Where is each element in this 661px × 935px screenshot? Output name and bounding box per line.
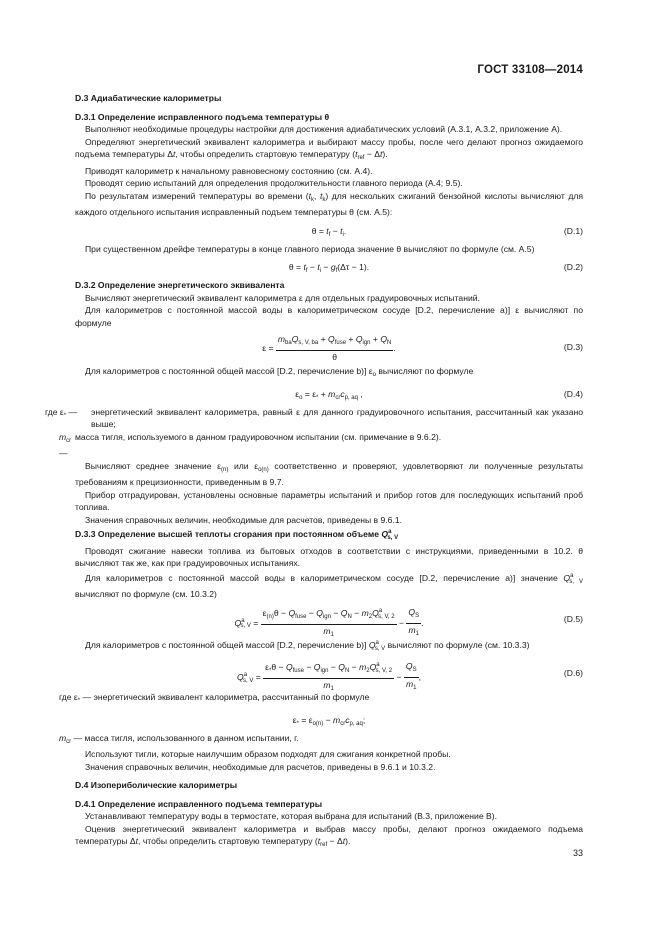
para-d32-5: Прибор отградуирован, установлены основные параметры испытаний и прибор готов для последующих испытаний проб топлива. [75, 489, 583, 512]
para-d33-1: Проводят сжигание навески топлива из бытовых отходов в соответствии с инструкциями, приведенными в 10.2. θ вычисляют так же, как при градуировочных испытаниях. [75, 545, 583, 568]
equation-d3 [75, 331, 583, 363]
heading-d41: D.4.1 Определение исправленного подъема температуры [75, 798, 323, 809]
equation-d6-number: (D.6) [563, 668, 583, 678]
equation-d2-number: (D.2) [563, 262, 583, 272]
equation-d1-formula: $\theta = t_f - t_i$. [311, 225, 347, 238]
equation-eps-star [75, 710, 583, 730]
para-d32-3: Для калориметров с постоянной общей массой [D.2, перечисление b)] $\varepsilon_o$ вычисляют по формуле [85, 366, 474, 378]
page-content [45, 92, 583, 852]
para-d31-1: Выполняют необходимые процедуры настройки для достижения адиабатических условий (А.3.1, А.3.2, приложение А). [85, 124, 563, 134]
equation-d2-formula: $\theta = t_f - t_i - g_f(\Delta\tau - 1)$. [288, 262, 370, 274]
para-d31-6: При существенном дрейфе температуры в конце главного периода значение θ вычисляют по формуле (см. А.5) [85, 243, 535, 254]
equation-eps-star-formula: $\varepsilon_* = \varepsilon_{o(n)} - m_{cr}c_{p, aq}$; [292, 714, 366, 727]
equation-d4-number: (D.4) [563, 388, 583, 399]
heading-d31: D.3.1 Определение исправленного подъема температуры θ [75, 111, 330, 122]
heading-d32: D.3.2 Определение энергетического эквивалента [75, 280, 285, 290]
para-d33-4: Используют тигли, которые наилучшим образом подходят для сжигания конкретной пробы. [85, 749, 451, 759]
para-d31-4: Проводят серию испытаний для определения продолжительности главного периода (А.4; 9.5). [85, 178, 463, 188]
equation-d1-number: (D.1) [563, 225, 583, 236]
equation-d1 [75, 221, 583, 241]
page-number: 33 [572, 848, 583, 858]
para-d32-6: Значения справочных величин, необходимые для расчетов, приведены в 9.6.1. [85, 514, 403, 525]
para-d32-1: Вычисляют энергетический эквивалент калориметра ε для отдельных градуировочных испытаний. [85, 292, 480, 303]
para-d31-5: По результатам измерений температуры во времени ($t_k$, $t_k$) для нескольких сжиганий бензойной кислоты вычисляют для каждого отдельного испытания исправленный подъем температуры θ (см. А.5): [75, 190, 583, 217]
para-d31-2: Определяют энергетический эквивалент калориметра и выбирают массу пробы, после чего делают прогноз ожидаемого подъема температуры Δt, чтобы определить стартовую температуру $(t_{ref} - \Delta t)$. [75, 136, 583, 161]
where-m-cr: $m_{cr}$ — масса тигля, используемого в данном градуировочном испытании (см. примечание в 9.6.2). [59, 431, 442, 458]
equation-d6-formula: $Q^a_{s, V}$ = $\frac{\varepsilon_*\theta - Q_{fuse} - Q_{ign} - Q_N - m_2Q^a_{s, V, 2}}{m_1}$ − $\frac{Q_S}{m_1}$ , [237, 661, 421, 692]
equation-d5-formula: $Q^a_{s, V}$ = $\frac{\varepsilon_{(n)}\theta - Q_{fuse} - Q_{ign} - Q_N - m_2Q^a_{s, V, 2}}{m_1}$ − $\frac{Q_S}{m_1}$ . [234, 606, 424, 638]
equation-d3-number: (D.3) [563, 342, 583, 352]
equation-d4 [75, 384, 583, 404]
equation-d4-formula: $\varepsilon_o = \varepsilon_* + m_{cr}c_{p, aq}$ , [295, 388, 363, 401]
where-m-cr-2: $m_{cr}$ — масса тигля, использованного в данном испытании, г. [59, 732, 299, 745]
equation-d5-number: (D.5) [563, 613, 583, 624]
equation-d2 [75, 257, 583, 277]
heading-d33: D.3.3 Определение высшей теплоты сгорания при постоянном объеме $Q^a_{s, V}$ [75, 529, 399, 541]
para-d32-4: Вычисляют среднее значение $\varepsilon_{(n)}$ или $\varepsilon_{o(n)}$ соответственно и проверяют, удовлетворяют ли полученные результаты требованиям к прецизионности, приведенным в 9.7. [75, 460, 583, 487]
equation-d3-formula: ε = $\frac{m_{ba}Q_{s, V, ba} + Q_{fuse} + Q_{ign} + Q_N}{\theta}$ . [262, 334, 396, 362]
para-d41-1: Устанавливают температуру воды в термостате, которая выбрана для испытаний (В.3, приложение В). [85, 811, 498, 821]
para-d33-3: Для калориметров с постоянной общей массой [D.2, перечисление b)] $Q^a_{s, V}$ вычисляют по формуле (см. 10.3.3) [85, 639, 530, 652]
equation-d5 [75, 603, 583, 638]
where-eps-star-2: где $\varepsilon_*$ — энергетический эквивалент калориметра, рассчитанный по формуле [59, 692, 370, 704]
para-d33-2: Для калориметров с постоянной массой воды в калориметрическом сосуде [D.2, перечисление а)] значение $Q^a_{s, V}$ вычисляют по формуле (см. 10.3.2) [75, 572, 583, 599]
standard-header: ГОСТ 33108—2014 [477, 64, 583, 76]
where-eps-star: где $\varepsilon_*$ — энергетический эквивалент калориметра, равный ε для данного градуировочного испытания, рассчитанный как указано выше; [45, 406, 583, 429]
heading-d3: D.3 Адиабатические калориметры [75, 93, 222, 103]
para-d33-5: Значения справочных величин, необходимые для расчетов, приведены в 9.6.1 и 10.3.2. [85, 761, 436, 772]
para-d41-2: Оценив энергетический эквивалент калориметра и выбрав массу пробы, делают прогноз ожидаемого подъема температуры Δt, чтобы определить стартовую температуру $(t_{ref} - \Delta t)$. [75, 823, 583, 848]
para-d31-3: Приводят калориметр к начальному равновесному состоянию (см. А.4). [85, 165, 373, 176]
equation-d6 [75, 657, 583, 692]
heading-d4: D.4 Изопериболические калориметры [75, 780, 238, 790]
para-d32-2: Для калориметров с постоянной массой воды в калориметрическом сосуде [D.2, перечисление а)] ε вычисляют по формуле [75, 305, 583, 328]
